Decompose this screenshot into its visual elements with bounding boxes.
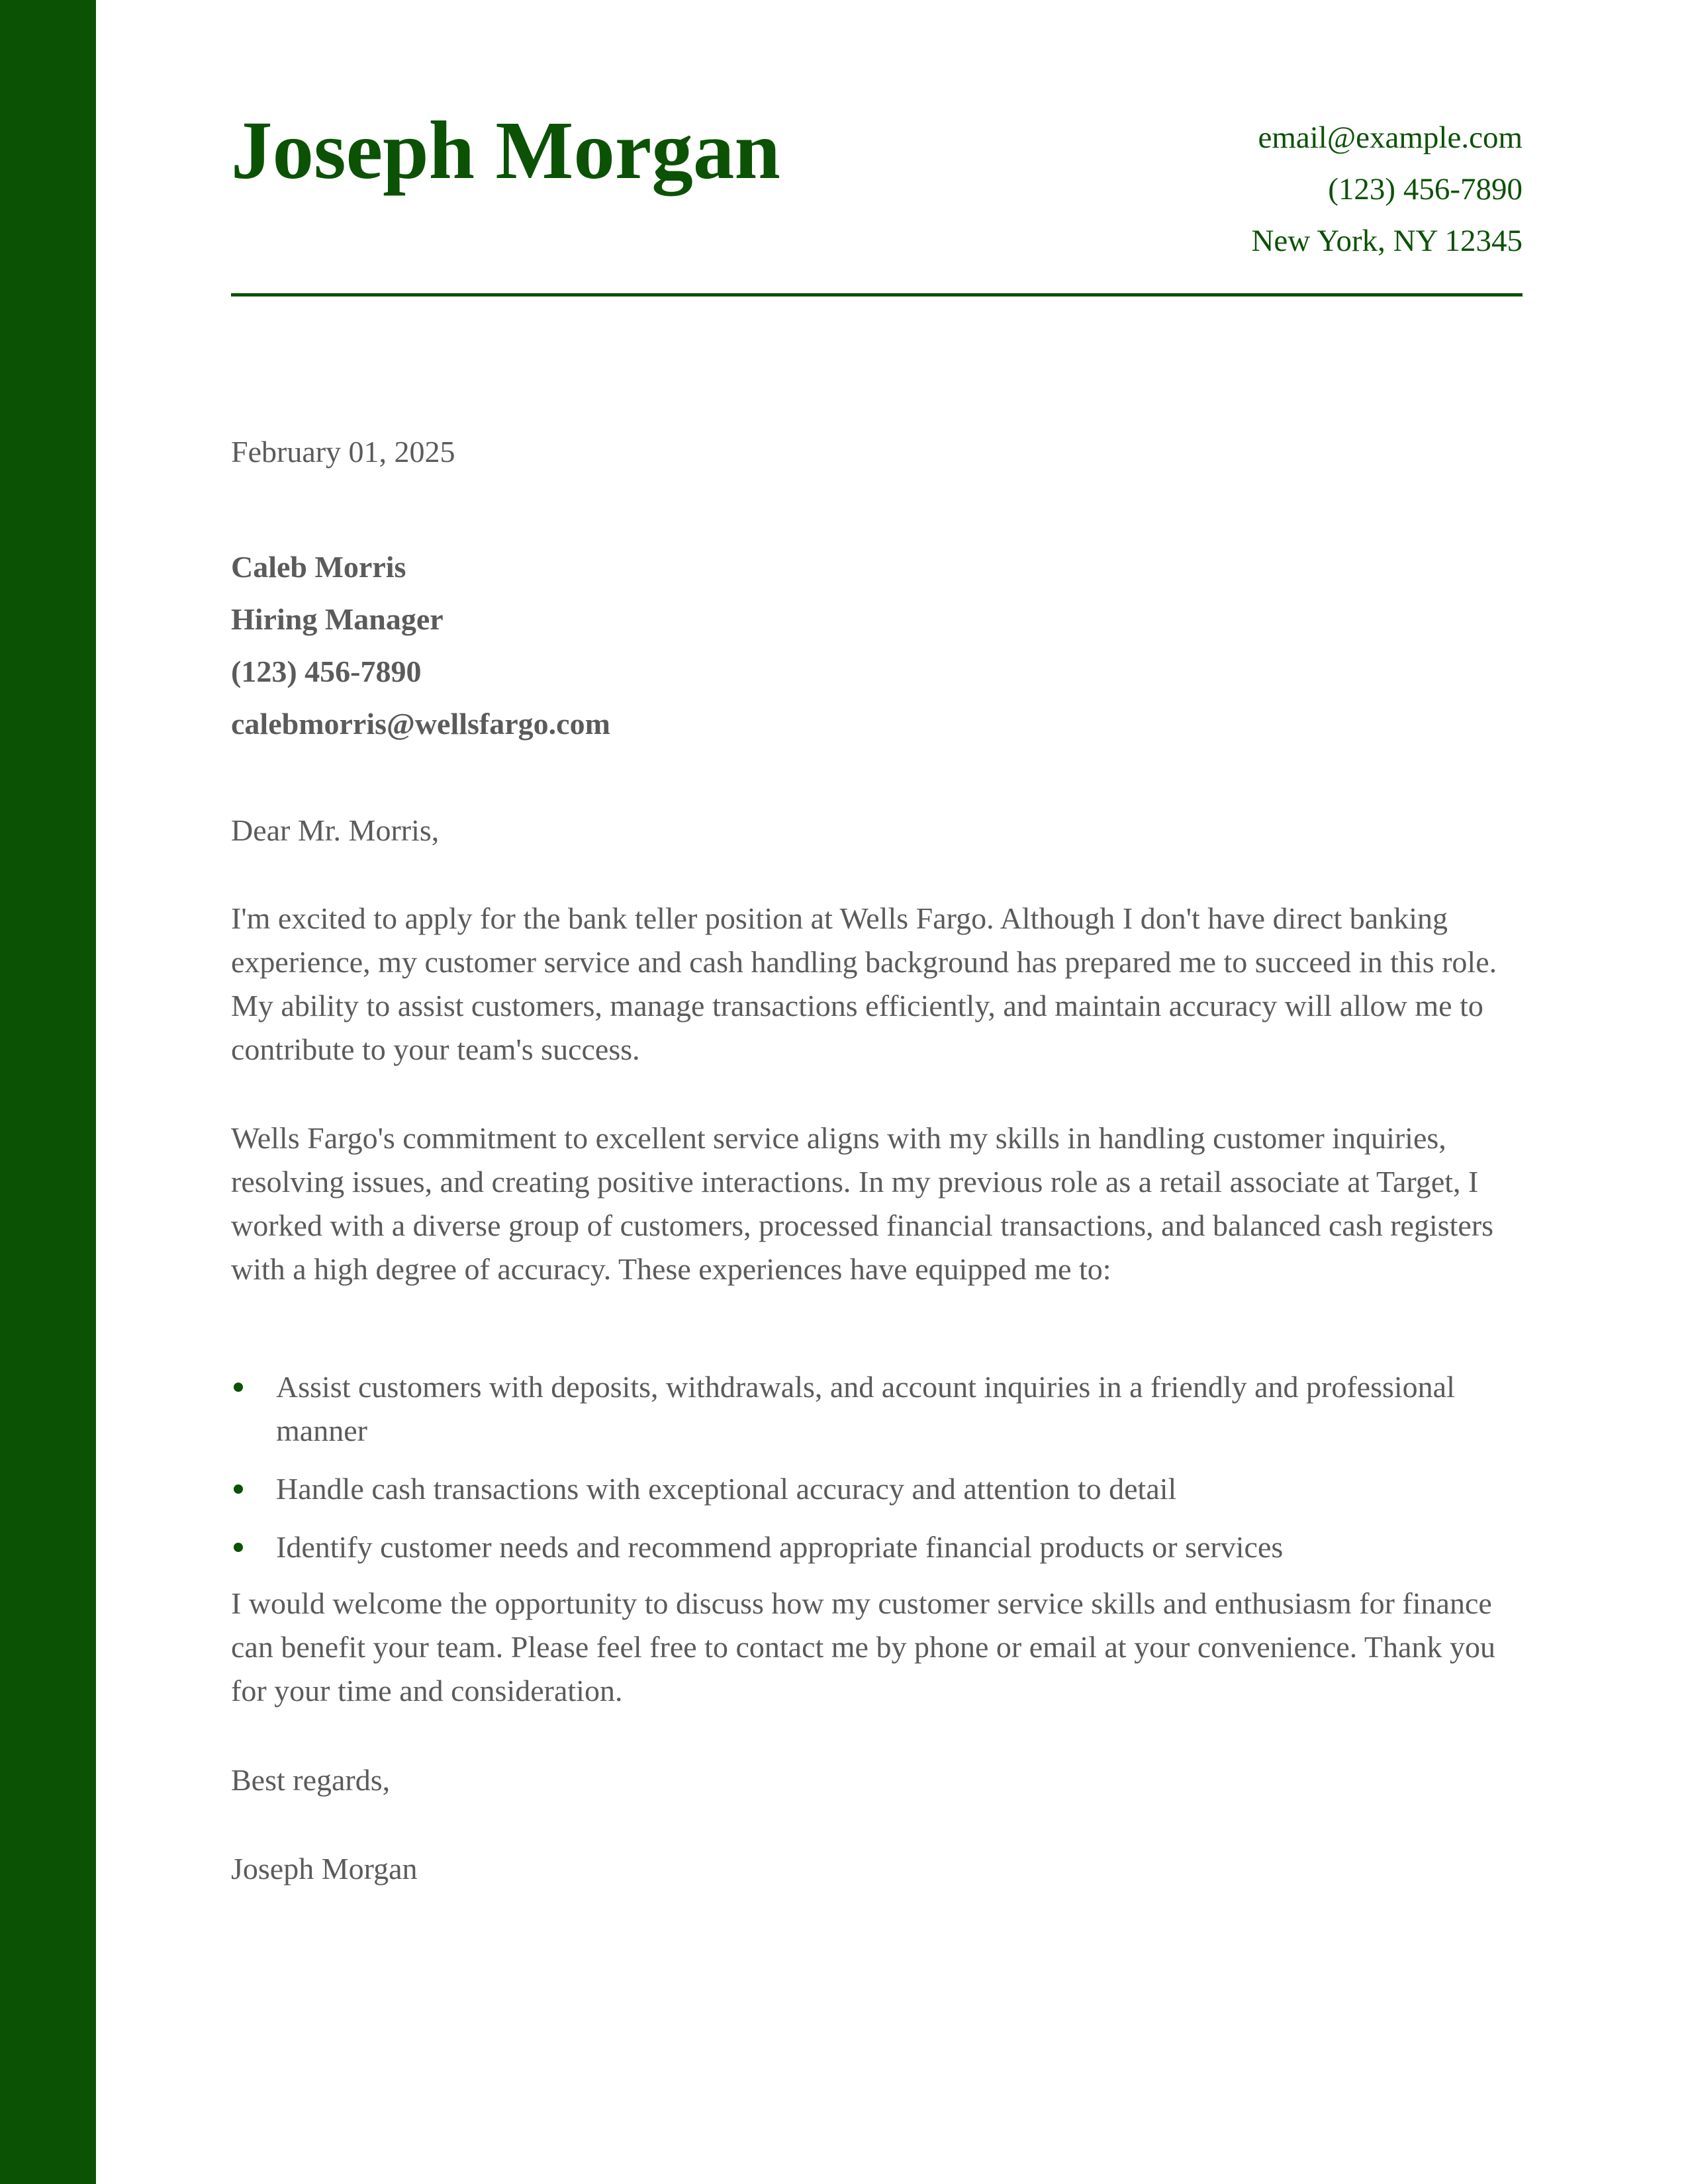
paragraph-closing: I would welcome the opportunity to discuss how my customer service skills and enthusiasm for finance can benefit your team. Please feel free to contact me by phone or email at your convenience. Thank you for your time and consideration. (231, 1586, 1495, 1707)
header-divider (231, 293, 1523, 296)
sender-location: New York, NY 12345 (1251, 224, 1523, 258)
bullet-icon (234, 1543, 243, 1552)
recipient-block (231, 541, 610, 750)
list-item (231, 1525, 1523, 1569)
bullet-icon (234, 1383, 243, 1392)
letter-header (231, 0, 1523, 296)
recipient-title: Hiring Manager (231, 602, 444, 636)
recipient-email: calebmorris@wellsfargo.com (231, 707, 610, 741)
sender-name: Joseph Morgan (231, 105, 780, 197)
list-item-text: Handle cash transactions with exceptional accuracy and attention to detail (276, 1472, 1177, 1506)
accent-sidebar (0, 0, 96, 2184)
recipient-name: Caleb Morris (231, 550, 406, 584)
closing-phrase: Best regards, (231, 1763, 391, 1797)
skills-list (231, 1365, 1523, 1584)
letter-date: February 01, 2025 (231, 435, 455, 469)
sender-email: email@example.com (1258, 120, 1523, 155)
recipient-phone: (123) 456-7890 (231, 655, 422, 688)
paragraph-intro: I'm excited to apply for the bank teller position at Wells Fargo. Although I don't have direct banking experience, my customer service and cash handling background has prepared me to succeed in this role. My ability to assist customers, manage transactions efficiently, and maintain accuracy will allow me to contribute to your team's success. (231, 901, 1497, 1066)
list-item (231, 1365, 1523, 1453)
bullet-icon (234, 1484, 243, 1494)
cover-letter-page (231, 0, 1523, 1886)
list-item-text: Identify customer needs and recommend appropriate financial products or services (276, 1530, 1284, 1564)
list-item (231, 1467, 1523, 1511)
signature-name: Joseph Morgan (231, 1852, 418, 1886)
list-item-text: Assist customers with deposits, withdrawals, and account inquiries in a friendly and professional manner (276, 1370, 1455, 1447)
sender-contact-block (1251, 112, 1523, 267)
salutation: Dear Mr. Morris, (231, 813, 440, 847)
sender-phone: (123) 456-7890 (1328, 172, 1523, 206)
paragraph-experience: Wells Fargo's commitment to excellent service aligns with my skills in handling customer inquiries, resolving issues, and creating positive interactions. In my previous role as a retail associate at Target, I worked with a diverse group of customers, processed financial transactions, and balanced cash registers with a high degree of accuracy. These experiences have equipped me to: (231, 1121, 1494, 1286)
